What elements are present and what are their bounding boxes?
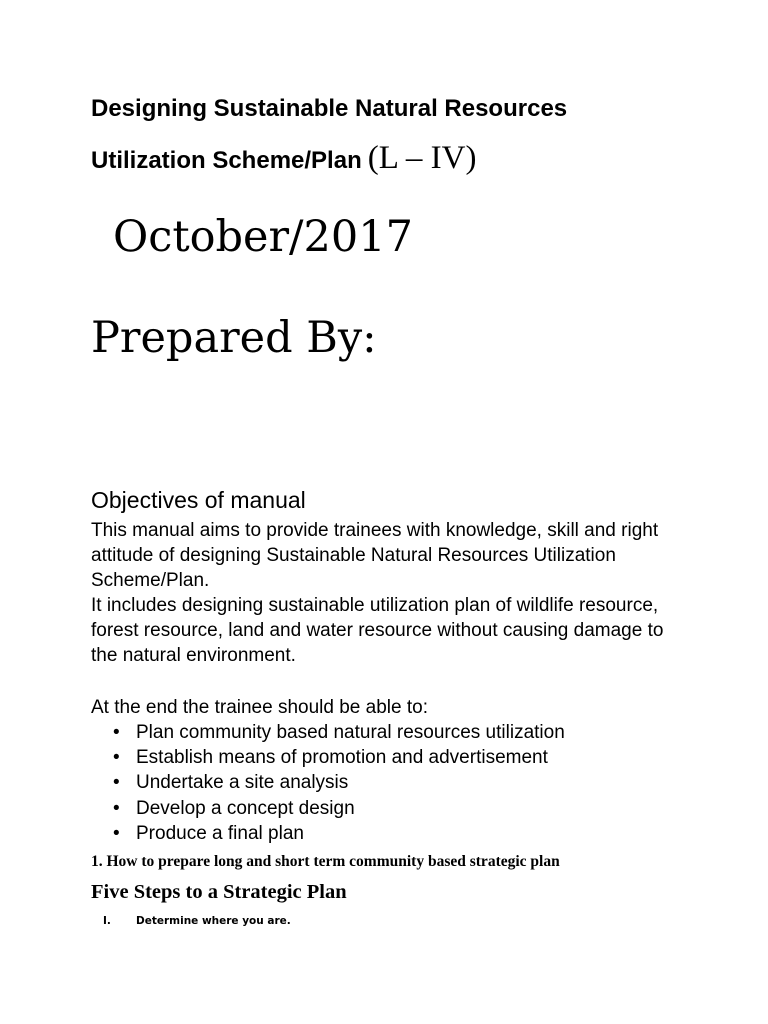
document-title-line-2-text: Utilization Scheme/Plan xyxy=(91,147,362,174)
list-item-text: Plan community based natural resources utilization xyxy=(136,722,565,743)
section-1-heading: 1. How to prepare long and short term community based strategic plan xyxy=(91,853,560,870)
objectives-paragraph-2: It includes designing sustainable utilization plan of wildlife resource, forest resource, land and water resource without causing damage to the natural environment. xyxy=(91,595,664,666)
objectives-heading: Objectives of manual xyxy=(91,487,306,513)
step-item xyxy=(103,915,291,927)
list-item xyxy=(113,745,565,770)
list-item xyxy=(113,770,565,795)
prepared-by-label: Prepared By: xyxy=(91,313,377,363)
document-title-line-1: Designing Sustainable Natural Resources xyxy=(91,95,568,122)
step-numeral: I. xyxy=(103,915,111,927)
document-date: October/2017 xyxy=(113,212,413,262)
bullet-icon: • xyxy=(113,772,120,794)
bullet-icon: • xyxy=(113,722,120,743)
bullet-icon: • xyxy=(113,797,120,819)
list-item xyxy=(113,796,565,821)
five-steps-heading: Five Steps to a Strategic Plan xyxy=(91,881,347,903)
bullet-icon: • xyxy=(113,747,120,769)
objectives-paragraph-1: This manual aims to provide trainees with knowledge, skill and right attitude of designing Sustainable Natural Resources Utilization Scheme/Plan. xyxy=(91,520,659,591)
level-label: (L – IV) xyxy=(367,140,477,176)
list-item-text: Develop a concept design xyxy=(136,797,355,819)
list-item xyxy=(113,821,565,846)
list-item-text: Produce a final plan xyxy=(136,822,304,844)
list-item-text: Establish means of promotion and advertisement xyxy=(136,747,548,769)
bullet-icon: • xyxy=(113,822,120,844)
outcomes-intro: At the end the trainee should be able to: xyxy=(91,697,428,718)
list-item-text: Undertake a site analysis xyxy=(136,772,349,794)
document-title-line-2 xyxy=(91,140,476,177)
step-text: Determine where you are. xyxy=(136,915,291,927)
list-item xyxy=(113,720,565,745)
outcomes-list xyxy=(113,720,565,846)
